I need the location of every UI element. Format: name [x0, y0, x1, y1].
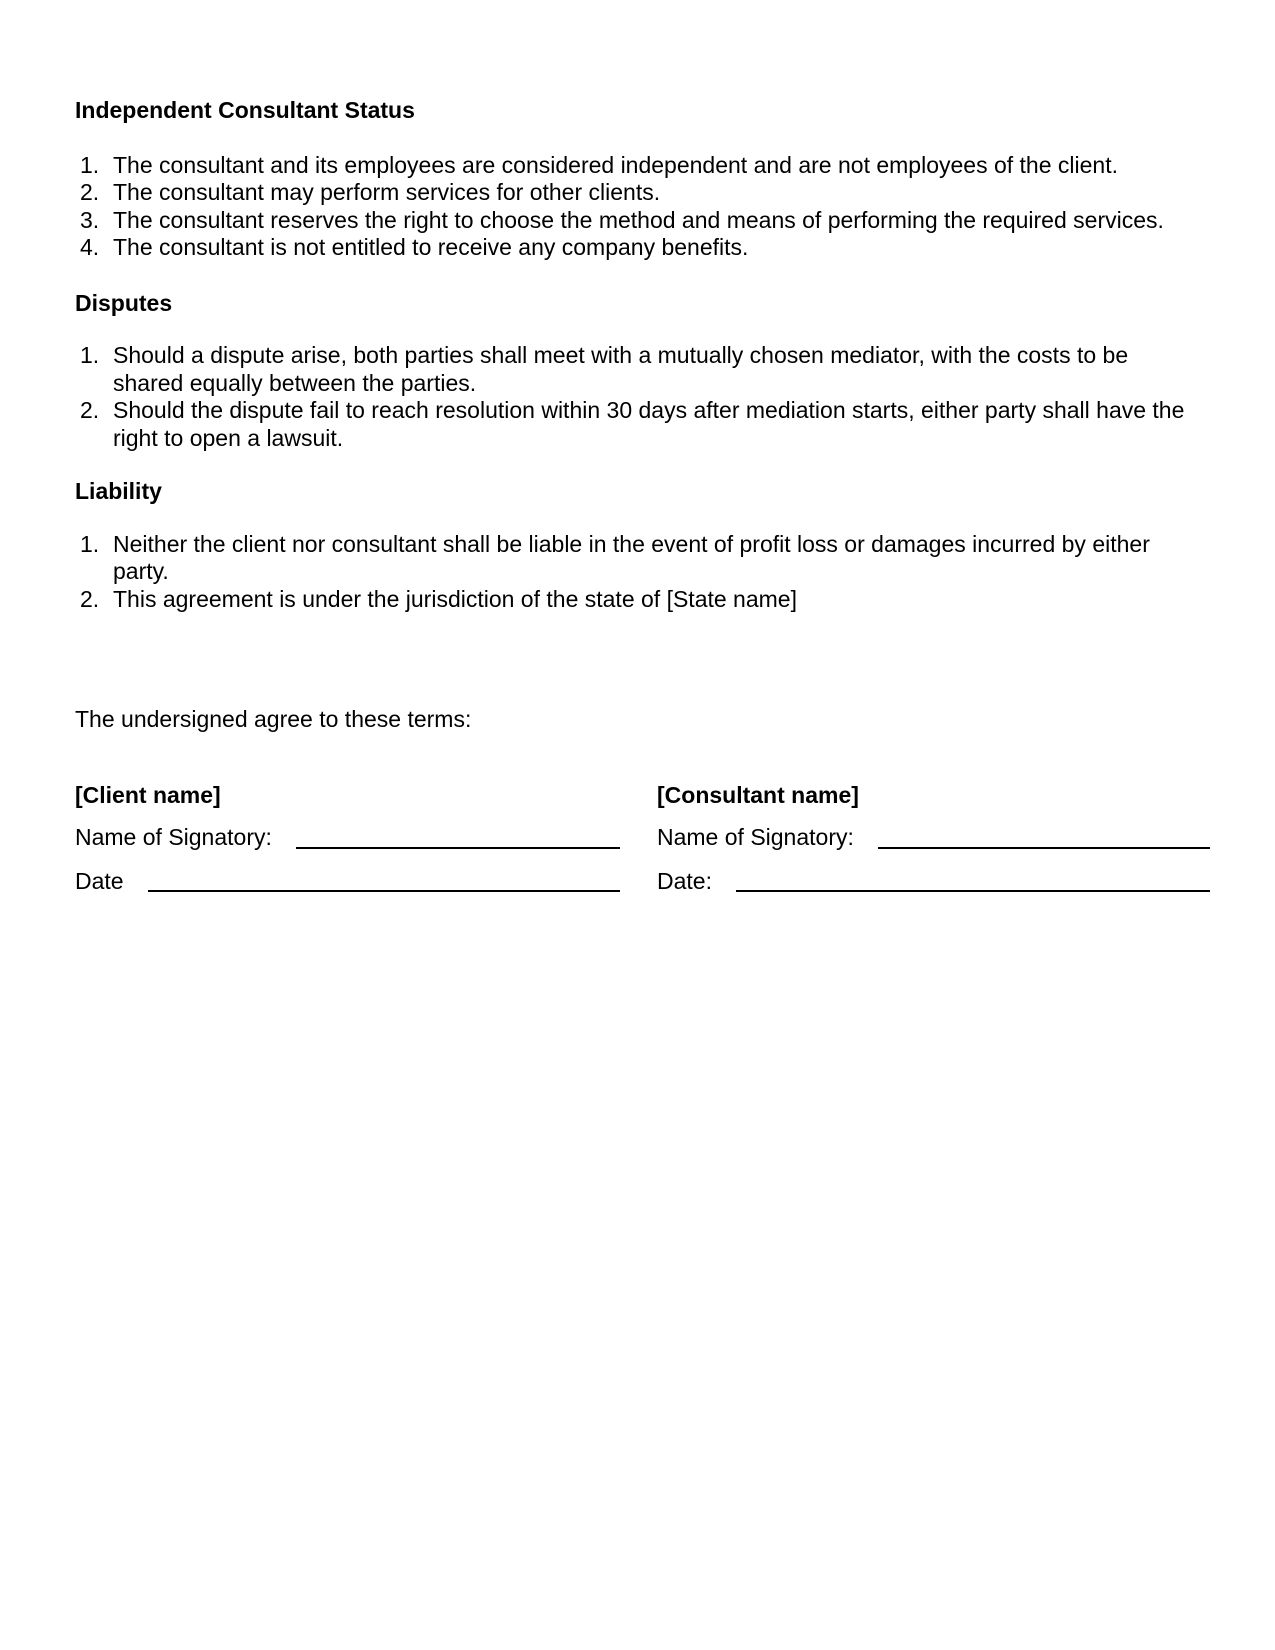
- item-number: 1.: [80, 151, 100, 178]
- numbered-list: [75, 152, 1188, 262]
- date-label: Date: [75, 867, 124, 894]
- signatory-label: Name of Signatory:: [657, 824, 854, 850]
- item-number: 2.: [80, 179, 100, 205]
- section-liability: [75, 478, 1188, 613]
- signature-block: [75, 782, 1210, 896]
- date-label: Date:: [657, 867, 712, 894]
- numbered-list: [75, 342, 1188, 452]
- item-number: 2.: [80, 397, 100, 423]
- numbered-list: [75, 531, 1188, 614]
- list-item: [75, 531, 1188, 586]
- list-item: [75, 586, 1188, 614]
- client-signatory-line: [296, 847, 620, 849]
- client-signature-column: [75, 782, 657, 896]
- item-number: 1.: [80, 530, 100, 557]
- item-text: Neither the client nor consultant shall be liable in the event of profit loss or damages incurred by either party.: [113, 530, 1150, 584]
- consultant-party-name: [Consultant name]: [657, 781, 859, 808]
- consultant-signatory-line: [878, 847, 1210, 849]
- item-number: 1.: [80, 342, 100, 368]
- client-signatory-row: [75, 824, 620, 852]
- list-item: [75, 342, 1188, 397]
- item-number: 2.: [80, 585, 100, 612]
- item-number: 4.: [80, 234, 100, 260]
- item-text: Should a dispute arise, both parties shall meet with a mutually chosen mediator, with the costs to be shared equally between the parties.: [113, 342, 1129, 396]
- item-text: Should the dispute fail to reach resolution within 30 days after mediation starts, either party shall have the right to open a lawsuit.: [113, 397, 1185, 451]
- section-heading: Liability: [75, 478, 162, 504]
- signatory-label: Name of Signatory:: [75, 824, 272, 850]
- consultant-date-row: [657, 868, 1210, 896]
- item-text: The consultant and its employees are considered independent and are not employees of the client.: [113, 151, 1118, 178]
- consultant-signatory-row: [657, 824, 1210, 852]
- item-text: This agreement is under the jurisdiction of the state of [State name]: [113, 585, 797, 612]
- item-text: The consultant is not entitled to receive any company benefits.: [113, 234, 749, 260]
- list-item: [75, 152, 1188, 180]
- consultant-signature-column: [657, 782, 1210, 896]
- client-date-line: [148, 890, 620, 892]
- client-date-row: [75, 868, 620, 896]
- item-text: The consultant may perform services for other clients.: [113, 179, 661, 205]
- section-independent-consultant-status: [75, 97, 1188, 262]
- closing-statement: The undersigned agree to these terms:: [75, 706, 472, 732]
- section-heading: Independent Consultant Status: [75, 97, 415, 123]
- consultant-date-line: [736, 890, 1210, 892]
- item-text: The consultant reserves the right to choose the method and means of performing the required services.: [113, 206, 1164, 233]
- item-number: 3.: [80, 206, 100, 233]
- client-party-name: [Client name]: [75, 781, 221, 808]
- list-item: [75, 179, 1188, 207]
- section-heading: Disputes: [75, 289, 173, 316]
- section-disputes: [75, 290, 1188, 453]
- list-item: [75, 207, 1188, 235]
- list-item: [75, 397, 1188, 452]
- list-item: [75, 234, 1188, 262]
